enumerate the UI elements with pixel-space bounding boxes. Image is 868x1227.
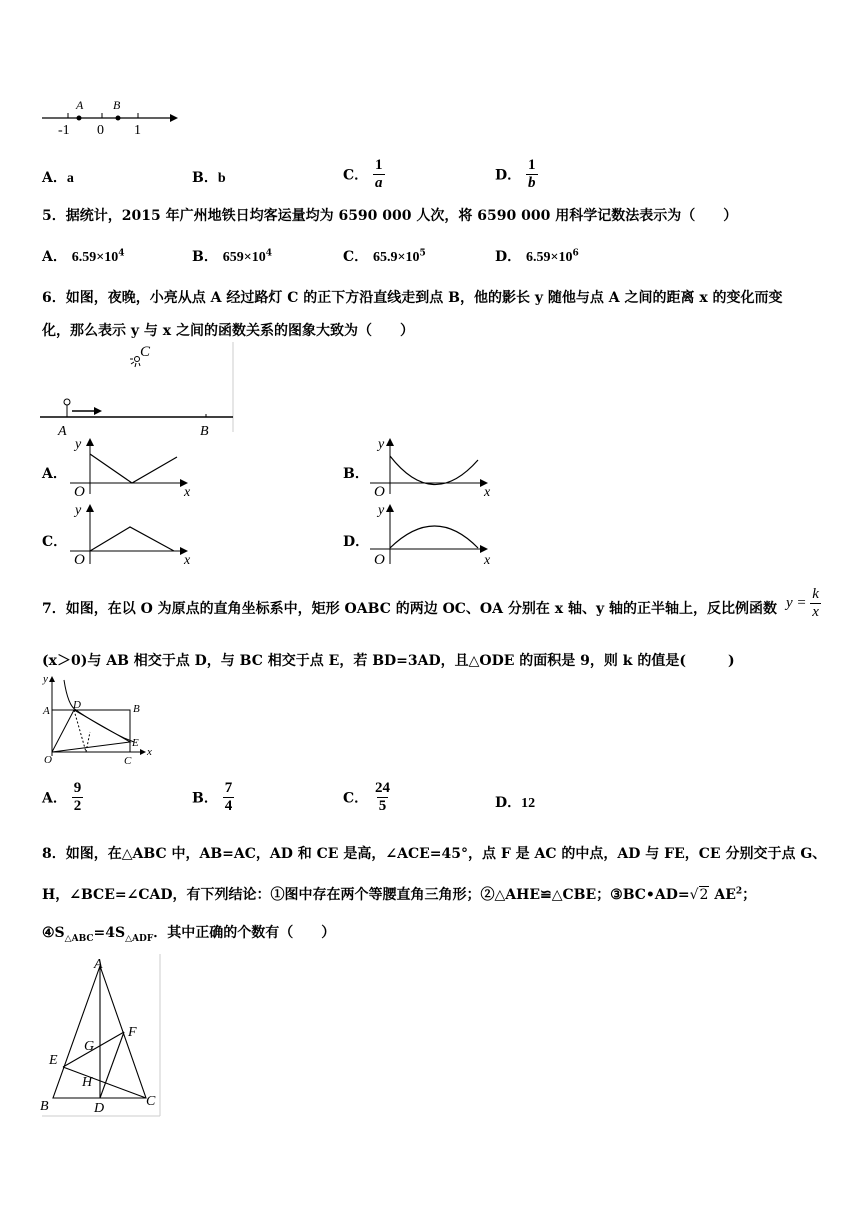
q4-option-c[interactable]: C． $\frac{1}{a}$	[343, 157, 383, 191]
svg-text:E: E	[49, 1053, 58, 1068]
number-line-figure	[38, 96, 188, 138]
q7-option-a[interactable]: A． $\frac{9}{2}$	[42, 780, 82, 814]
svg-text:O: O	[74, 484, 85, 500]
svg-text:A: A	[94, 957, 103, 972]
q6-stem-line2: 化，那么表示 y 与 x 之间的函数关系的图象大致为（ ）	[42, 323, 414, 339]
person-icon	[64, 399, 70, 417]
svg-text:O: O	[44, 754, 52, 766]
lamp-icon	[130, 357, 140, 368]
svg-text:y: y	[378, 437, 385, 452]
q6-graph-a[interactable]	[66, 436, 196, 500]
q7-option-c[interactable]: C． $\frac{24}{5}$	[343, 780, 391, 814]
q8-stem-line2: H，∠BCE=∠CAD，有下列结论：①图中存在两个等腰直角三角形；②△AHE≌△CBE；③BC•AD=√2 $AE^2$；	[42, 886, 757, 903]
q5-option-c[interactable]: C． $65.9\times 10^5$	[343, 248, 426, 265]
svg-text:y: y	[75, 503, 82, 518]
q4-option-d[interactable]: D． $\frac{1}{b}$	[495, 157, 536, 191]
q6-stem-line1: 6．如图，夜晚，小亮从点 A 经过路灯 C 的正下方沿直线走到点 B，他的影长 y 随他与点 A 之间的距离 x 的变化而变	[42, 290, 783, 306]
q6-graph-b[interactable]	[366, 436, 496, 500]
svg-text:y: y	[378, 503, 385, 518]
q5-option-b[interactable]: B． $659\times 10^4$	[192, 248, 272, 265]
tick-one: 1	[134, 123, 141, 138]
label-a: A	[76, 98, 84, 112]
q7-option-d[interactable]: D．12	[495, 795, 536, 811]
q6-option-a-label[interactable]: A．	[42, 466, 67, 482]
q4-option-b[interactable]: B．b	[192, 170, 226, 186]
svg-text:O: O	[74, 552, 85, 566]
q6-graph-c[interactable]	[66, 502, 196, 566]
q7-stem-line1: 7．如图，在以 O 为原点的直角坐标系中，矩形 OABC 的两边 OC、OA 分别在 x 轴、y 轴的正半轴上，反比例函数	[42, 601, 777, 617]
q7-function: y = $\frac{k}{x}$	[786, 586, 819, 620]
svg-text:x: x	[184, 553, 191, 566]
svg-text:x: x	[184, 485, 191, 500]
q6-option-c-label[interactable]: C．	[42, 534, 68, 550]
q5-stem: 5．据统计，2015 年广州地铁日均客运量均为 6590 000 人次，将 6590 000 用科学记数法表示为（ ）	[42, 208, 738, 224]
tick-minus-one: -1	[58, 123, 70, 138]
svg-text:O: O	[374, 552, 385, 566]
svg-text:D: D	[73, 699, 81, 711]
svg-text:B: B	[200, 424, 209, 438]
svg-text:D: D	[94, 1101, 105, 1116]
graph-b-curve	[390, 456, 478, 485]
point-b-dot	[116, 116, 121, 121]
svg-text:x: x	[484, 553, 491, 566]
q6-graph-d[interactable]	[366, 502, 496, 566]
q4-option-a[interactable]: A．a	[42, 170, 74, 186]
svg-text:x: x	[484, 485, 491, 500]
q6-option-b-label[interactable]: B．	[343, 466, 369, 482]
svg-text:E: E	[132, 737, 139, 749]
graph-a-curve	[90, 454, 177, 483]
q7-stem-line2: (x＞0)与 AB 相交于点 D，与 BC 相交于点 E，若 BD=3AD，且△ODE 的面积是 9，则 k 的值是( )	[42, 653, 735, 669]
svg-text:B: B	[133, 703, 140, 715]
q7-figure	[38, 668, 158, 768]
q8-triangle-figure	[36, 950, 162, 1118]
svg-text:y: y	[75, 437, 82, 452]
svg-text:C: C	[146, 1094, 156, 1109]
svg-text:A: A	[43, 705, 50, 717]
q6-option-d-label[interactable]: D．	[343, 534, 370, 550]
svg-text:y: y	[43, 673, 48, 685]
svg-text:F: F	[128, 1025, 137, 1040]
graph-c-curve	[90, 527, 174, 551]
q5-option-d[interactable]: D． $6.59\times 10^6$	[495, 248, 579, 265]
svg-text:B: B	[40, 1099, 49, 1114]
q6-lamp-figure	[38, 342, 238, 438]
q7-option-b[interactable]: B． $\frac{7}{4}$	[192, 780, 233, 814]
svg-text:C: C	[124, 755, 132, 767]
svg-text:G: G	[84, 1039, 95, 1054]
svg-text:A: A	[58, 424, 67, 438]
label-b: B	[113, 98, 121, 112]
point-a-dot	[77, 116, 82, 121]
svg-text:H: H	[82, 1075, 93, 1090]
tick-zero: 0	[97, 123, 104, 138]
svg-text:O: O	[374, 484, 385, 500]
q5-option-a[interactable]: A． $6.59\times 10^4$	[42, 248, 125, 265]
q8-stem-line3: $④S_{\triangle ABC}=4S_{\triangle ADF}$．其中正确的个数有（ ）	[42, 925, 336, 944]
graph-d-curve	[390, 526, 478, 548]
q8-stem-line1: 8．如图，在△ABC 中，AB=AC，AD 和 CE 是高，∠ACE=45°，点 F 是 AC 的中点，AD 与 FE，CE 分别交于点 G、	[42, 846, 827, 862]
svg-text:x: x	[147, 746, 152, 758]
svg-text:C: C	[140, 344, 151, 360]
